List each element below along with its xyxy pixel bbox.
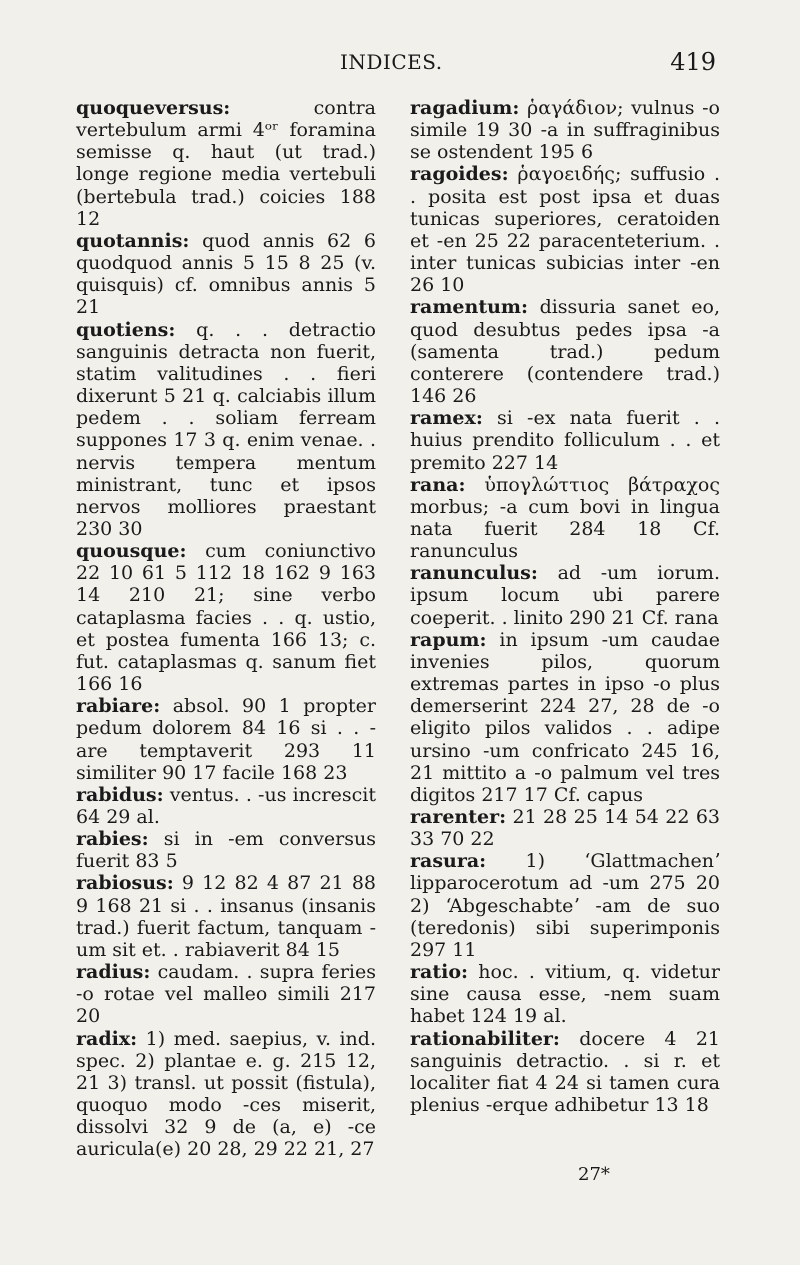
entry-lemma: rabies: <box>76 828 149 851</box>
entry-text: si -ex nata fuerit . . huius prendito folliculum . . et premito 227 14 <box>410 407 720 474</box>
entry-text: ῥαγάδιον; vulnus -o simile 19 30 -a in suffraginibus se ostendent 195 6 <box>410 97 720 164</box>
index-entry <box>410 1028 720 1117</box>
index-entry <box>76 872 376 961</box>
entry-text: ventus. . -us increscit 64 29 al. <box>76 783 376 828</box>
entry-lemma: ramex: <box>410 407 483 430</box>
entry-text: si in -em conversus fuerit 83 5 <box>76 828 376 873</box>
index-entry <box>76 1028 376 1161</box>
entry-lemma: ratio: <box>410 961 469 984</box>
entry-lemma: quotiens: <box>76 318 176 341</box>
left-column <box>76 97 376 1161</box>
index-entry <box>76 540 376 695</box>
entry-lemma: ragoides: <box>410 163 509 186</box>
index-entry <box>410 806 720 850</box>
running-title: INDICES. <box>340 50 443 74</box>
entry-text: 9 12 82 4 87 21 88 9 168 21 si . . insanus (insanis trad.) fuerit factum, tanquam -um sit et. . rabiaverit 84 15 <box>76 872 376 961</box>
entry-lemma: ranunculus: <box>410 562 538 585</box>
index-entry <box>410 296 720 407</box>
entry-lemma: ramentum: <box>410 296 529 319</box>
index-entry <box>76 784 376 828</box>
entry-text: 1) ʻGlattmachenʼ lipparocerotum ad -um 275 20 2) ʻAbgeschabteʼ -am de suo (teredonis) sibi superimponis 297 11 <box>410 850 720 961</box>
entry-lemma: quotannis: <box>76 229 190 252</box>
entry-text: ὑπογλώττιος βάτραχος morbus; -a cum bovi in lingua nata fuerit 284 18 Cf. ranunculus <box>410 473 720 563</box>
index-entry <box>410 163 720 296</box>
entry-text: dissuria sanet eo, quod desubtus pedes ipsa -a (samenta trad.) pedum conterere (contendere trad.) 146 26 <box>410 296 720 408</box>
page-number: 419 <box>670 48 716 76</box>
index-entry <box>76 97 376 230</box>
index-entry <box>76 319 376 541</box>
index-entry <box>410 562 720 628</box>
entry-lemma: quousque: <box>76 540 187 563</box>
entry-lemma: rapum: <box>410 628 487 651</box>
entry-lemma: ragadium: <box>410 97 520 119</box>
index-entry <box>410 629 720 806</box>
index-entry <box>410 474 720 563</box>
entry-lemma: quoqueversus: <box>76 97 231 119</box>
entry-text: cum coniunctivo 22 10 61 5 112 18 162 9 163 14 210 21; sine verbo cataplasma facies . . q. ustio, et postea fumenta 166 13; c. fut. cataplasmas q. sanum fiet 166 16 <box>76 540 376 696</box>
entry-text: in ipsum -um caudae invenies pilos, quorum extremas partes in ipso -o plus demerserint 224 27, 28 de -o eligito pilos validos . . adipe ursino -um confricato 245 16, 21 mittito a -o palmum vel tres digitos 217 17 Cf. capus <box>410 628 720 806</box>
entry-text: quod annis 62 6 quodquod annis 5 15 8 25 (v. quisquis) cf. omnibus annis 5 21 <box>76 229 376 319</box>
entry-lemma: rationabiliter: <box>410 1027 560 1050</box>
index-entry <box>410 961 720 1027</box>
entry-lemma: radius: <box>76 961 151 984</box>
entry-text: caudam. . supra feries -o rotae vel malleo simili 217 20 <box>76 961 376 1028</box>
entry-text: ad -um iorum. ipsum locum ubi parere coeperit. . linito 290 21 Cf. rana <box>410 562 720 629</box>
index-entry <box>76 828 376 872</box>
right-column <box>410 97 720 1116</box>
index-entry <box>76 961 376 1027</box>
page-header <box>0 44 800 84</box>
entry-lemma: rana: <box>410 473 466 496</box>
entry-lemma: rasura: <box>410 850 487 873</box>
entry-text: contra vertebulum armi 4ᵒʳ foramina semisse q. haut (ut trad.) longe regione media vertebuli (bertebula trad.) coicies 188 12 <box>76 97 376 230</box>
entry-text: 21 28 25 14 54 22 63 33 70 22 <box>410 806 720 851</box>
index-entry <box>410 97 720 163</box>
entry-text: absol. 90 1 propter pedum dolorem 84 16 si . . -are temptaverit 293 11 similiter 90 17 facile 168 23 <box>76 695 376 784</box>
entry-lemma: radix: <box>76 1027 138 1050</box>
index-entry <box>410 407 720 473</box>
entry-lemma: rarenter: <box>410 806 507 828</box>
entry-lemma: rabidus: <box>76 783 164 806</box>
signature-mark: 27* <box>578 1164 610 1185</box>
index-entry <box>76 230 376 319</box>
index-entry <box>410 850 720 961</box>
entry-lemma: rabiosus: <box>76 872 174 895</box>
entry-text: q. . . detractio sanguinis detracta non fuerit, statim valitudines . . fieri dixerunt 5 21 q. calciabis illum pedem . . soliam ferream suppones 17 3 q. enim venae. . nervis tempera mentum ministrant, tunc et ipsos nervos molliores praestant 230 30 <box>76 318 376 540</box>
entry-lemma: rabiare: <box>76 695 161 718</box>
entry-text: ῥαγοειδής; suffusio . . posita est post ipsa et duas tunicas superiores, ceratoiden et -en 25 22 paracenteterium. . inter tunicas subicias inter -en 26 10 <box>410 163 720 297</box>
entry-text: 1) med. saepius, v. ind. spec. 2) plantae e. g. 215 12, 21 3) transl. ut possit (fistula), quoquo modo -ces miserit, dissolvi 32 9 de (a, e) -ce auricula(e) 20 28, 29 22 21, 27 <box>76 1027 376 1161</box>
entry-text: docere 4 21 sanguinis detractio. . si r. et localiter fiat 4 24 si tamen cura plenius -erque adhibetur 13 18 <box>410 1027 720 1117</box>
entry-text: hoc. . vitium, q. videtur sine causa esse, -nem suam habet 124 19 al. <box>410 961 720 1028</box>
index-entry <box>76 695 376 784</box>
